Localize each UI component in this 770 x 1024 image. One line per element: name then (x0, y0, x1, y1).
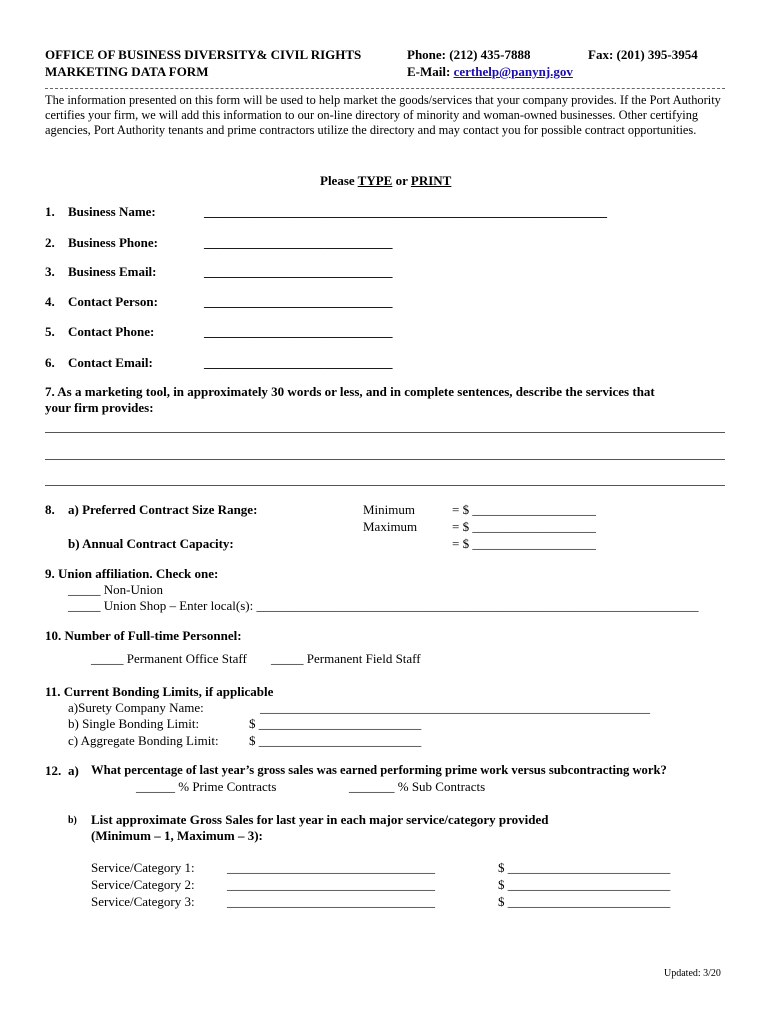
q7-answer-line[interactable] (45, 432, 725, 433)
fax-number: Fax: (201) 395-3954 (588, 47, 698, 62)
q12a-prime-input[interactable]: ______ % Prime Contracts (136, 779, 277, 794)
q11-single-label: b) Single Bonding Limit: (68, 716, 200, 731)
q7-answer-line[interactable] (45, 485, 725, 486)
q12b-label: b) (68, 815, 77, 826)
q11-surety-input[interactable]: ____________________________________________________________ (260, 700, 650, 715)
field-business-email-label: Business Email: (68, 264, 157, 279)
q7-answer-line[interactable] (45, 459, 725, 460)
q12a-label: a) (68, 763, 79, 778)
email-line (407, 64, 573, 80)
q12a-question: What percentage of last year’s gross sales was earned performing prime work versus subcontracting work? (91, 763, 667, 777)
q8b-capacity-input[interactable]: = $ ___________________ (452, 536, 596, 551)
field-business-email-number: 3. (45, 264, 55, 279)
email-link[interactable]: certhelp@panynj.gov (453, 64, 573, 79)
q11-single-input[interactable]: $ _________________________ (249, 716, 422, 731)
q9-title: 9. Union affiliation. Check one: (45, 566, 219, 581)
q8-minimum-label: Minimum (363, 502, 416, 517)
q8-minimum-input[interactable]: = $ ___________________ (452, 502, 596, 517)
field-contact-email-input[interactable]: _____________________________ (204, 355, 393, 370)
q12a-sub-input[interactable]: _______ % Sub Contracts (349, 779, 486, 794)
field-business-name-number: 1. (45, 204, 55, 219)
field-business-phone-input[interactable]: _____________________________ (204, 235, 393, 250)
q12-number: 12. (45, 763, 62, 778)
q12b-category-3-amount[interactable]: $ _________________________ (498, 894, 671, 909)
q8b-label: b) Annual Contract Capacity: (68, 536, 234, 551)
form-title: MARKETING DATA FORM (45, 64, 209, 79)
q12b-category-3-label: Service/Category 3: (91, 894, 195, 909)
q11-aggregate-label: c) Aggregate Bonding Limit: (68, 733, 219, 748)
q10-office-staff-input[interactable]: _____ Permanent Office Staff (91, 651, 247, 666)
phone-number: Phone: (212) 435-7888 (407, 47, 531, 62)
office-title: OFFICE OF BUSINESS DIVERSITY& CIVIL RIGHTS (45, 47, 362, 62)
q12b-question-line1: List approximate Gross Sales for last year in each major service/category provided (91, 812, 549, 827)
q11-surety-label: a)Surety Company Name: (68, 700, 204, 715)
q8-maximum-label: Maximum (363, 519, 418, 534)
q12b-category-3-input[interactable]: ________________________________ (227, 894, 435, 909)
q12b-category-2-input[interactable]: ________________________________ (227, 877, 435, 892)
field-business-phone-label: Business Phone: (68, 235, 158, 250)
field-business-phone-number: 2. (45, 235, 55, 250)
header-divider (45, 88, 725, 89)
q8-maximum-input[interactable]: = $ ___________________ (452, 519, 596, 534)
q12b-category-2-label: Service/Category 2: (91, 877, 195, 892)
q11-title: 11. Current Bonding Limits, if applicable (45, 684, 274, 699)
field-business-name-input[interactable]: ______________________________________________________________ (204, 204, 607, 219)
field-contact-email-label: Contact Email: (68, 355, 153, 370)
q9-non-union-option[interactable]: _____ Non-Union (68, 582, 163, 597)
type-or-print-instruction: Please TYPE or PRINT (320, 173, 452, 188)
field-business-name-label: Business Name: (68, 204, 156, 219)
field-contact-phone-label: Contact Phone: (68, 324, 155, 339)
q12b-category-1-input[interactable]: ________________________________ (227, 860, 435, 875)
q12b-question-line2: (Minimum – 1, Maximum – 3): (91, 828, 263, 843)
q8-number: 8. (45, 502, 55, 517)
intro-paragraph: The information presented on this form will be used to help market the goods/services that your company provides. If the Port Authority certifies your firm, we will add this information to our on-line directory of minority and woman-owned businesses. Other certifying agencies, Port Authority tenants and prime contractors utilize the directory and may contact you for possible contract opportunities. (45, 93, 721, 138)
q9-union-shop-option[interactable]: _____ Union Shop – Enter local(s): ____________________________________________________________________ (68, 598, 699, 613)
field-contact-person-label: Contact Person: (68, 294, 158, 309)
field-contact-person-number: 4. (45, 294, 55, 309)
q12b-category-1-amount[interactable]: $ _________________________ (498, 860, 671, 875)
q7-prompt-line2: your firm provides: (45, 400, 154, 415)
field-contact-phone-input[interactable]: _____________________________ (204, 324, 393, 339)
field-business-email-input[interactable]: _____________________________ (204, 264, 393, 279)
q7-prompt-line1: 7. As a marketing tool, in approximately 30 words or less, and in complete sentences, describe the services that (45, 384, 655, 399)
q8a-label: a) Preferred Contract Size Range: (68, 502, 258, 517)
field-contact-person-input[interactable]: _____________________________ (204, 294, 393, 309)
field-contact-email-number: 6. (45, 355, 55, 370)
q12b-category-2-amount[interactable]: $ _________________________ (498, 877, 671, 892)
q10-field-staff-input[interactable]: _____ Permanent Field Staff (271, 651, 421, 666)
updated-date: Updated: 3/20 (664, 968, 721, 979)
q10-title: 10. Number of Full-time Personnel: (45, 628, 242, 643)
email-label: E-Mail: (407, 64, 451, 79)
q11-aggregate-input[interactable]: $ _________________________ (249, 733, 422, 748)
q12b-category-1-label: Service/Category 1: (91, 860, 195, 875)
field-contact-phone-number: 5. (45, 324, 55, 339)
